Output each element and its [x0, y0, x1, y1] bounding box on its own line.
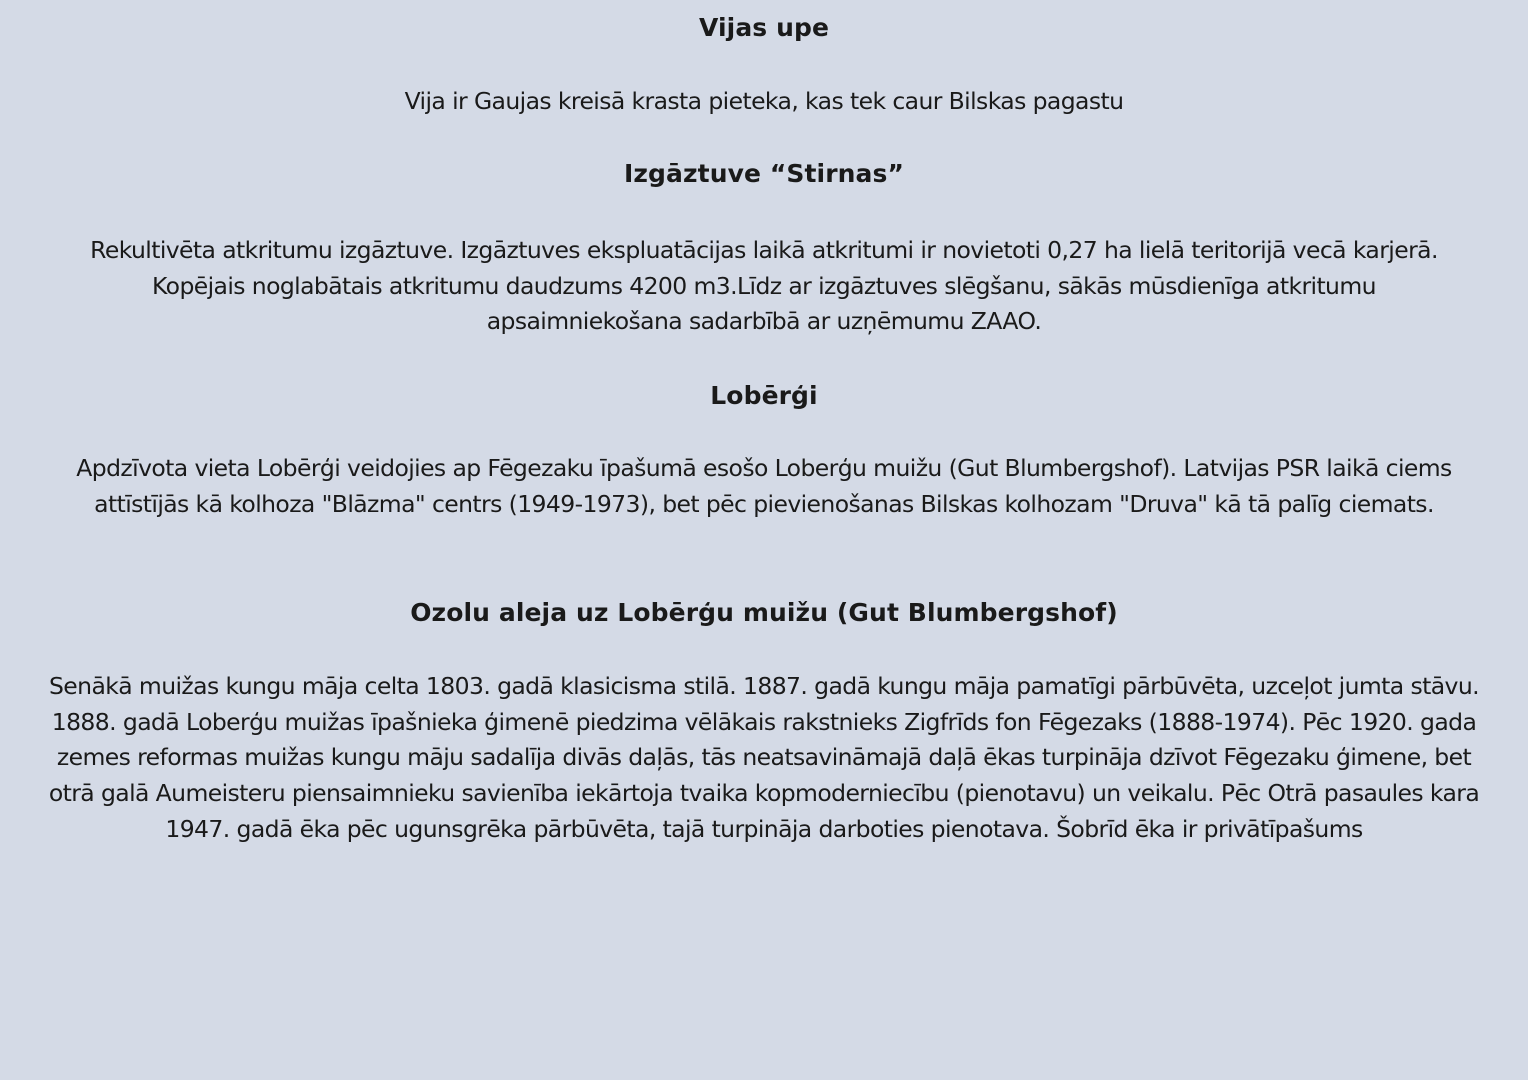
section-text-loberģi — [0, 451, 1528, 522]
section-heading-ozolu-aleja — [0, 598, 1528, 628]
section-text-vijas-upe — [0, 84, 1528, 120]
paragraph: Apdzīvota vieta Lobērģi veidojies ap Fēgezaku īpašumā esošo Loberģu muižu (Gut Blumbergshof). Latvijas PSR laikā ciems attīstījās kā kolhoza "Blāzma" centrs (1949-1973), bet pēc pievienošanas Bilskas kolhozam "Druva" kā tā palīg ciemats. — [76, 454, 1452, 518]
section-text-izgaztuve-stirnas — [0, 233, 1528, 340]
section-heading-izgaztuve-stirnas — [0, 159, 1528, 189]
heading: Ozolu aleja uz Lobērģu muižu (Gut Blumbergshof) — [410, 598, 1118, 627]
paragraph: Vija ir Gaujas kreisā krasta pieteka, kas tek caur Bilskas pagastu — [404, 87, 1124, 115]
heading: Vijas upe — [698, 13, 830, 42]
section-text-ozolu-aleja — [0, 669, 1528, 848]
paragraph: Rekultivēta atkritumu izgāztuve. Izgāztuves ekspluatācijas laikā atkritumi ir novietoti 0,27 ha lielā teritorijā vecā karjerā. Kopējais noglabātais atkritumu daudzums 4200 m3.Līdz ar izgāztuves slēgšanu, sākās mūsdienīga atkritumu apsaimniekošana sadarbībā ar uzņēmumu ZAAO. — [90, 236, 1438, 336]
paragraph: Senākā muižas kungu māja celta 1803. gadā klasicisma stilā. 1887. gadā kungu māja pamatīgi pārbūvēta, uzceļot jumta stāvu. 1888. gadā Loberģu muižas īpašnieka ģimenē piedzima vēlākais rakstnieks Zigfrīds fon Fēgezaks (1888-1974). Pēc 1920. gada zemes reformas muižas kungu māju sadalīja divās daļās, tās neatsavināmajā daļā ēkas turpināja dzīvot Fēgezaku ģimene, bet otrā galā Aumeisteru piensaimnieku savienība iekārtoja tvaika kopmoderniecību (pienotavu) un veikalu. Pēc Otrā pasaules kara 1947. gadā ēka pēc ugunsgrēka pārbūvēta, tajā turpināja darboties pienotava. Šobrīd ēka ir privātīpašums — [48, 672, 1480, 843]
heading: Lobērģi — [710, 381, 818, 410]
heading: Izgāztuve “Stirnas” — [623, 159, 905, 188]
section-heading-loberģi — [0, 381, 1528, 411]
section-heading-vijas-upe — [0, 13, 1528, 43]
